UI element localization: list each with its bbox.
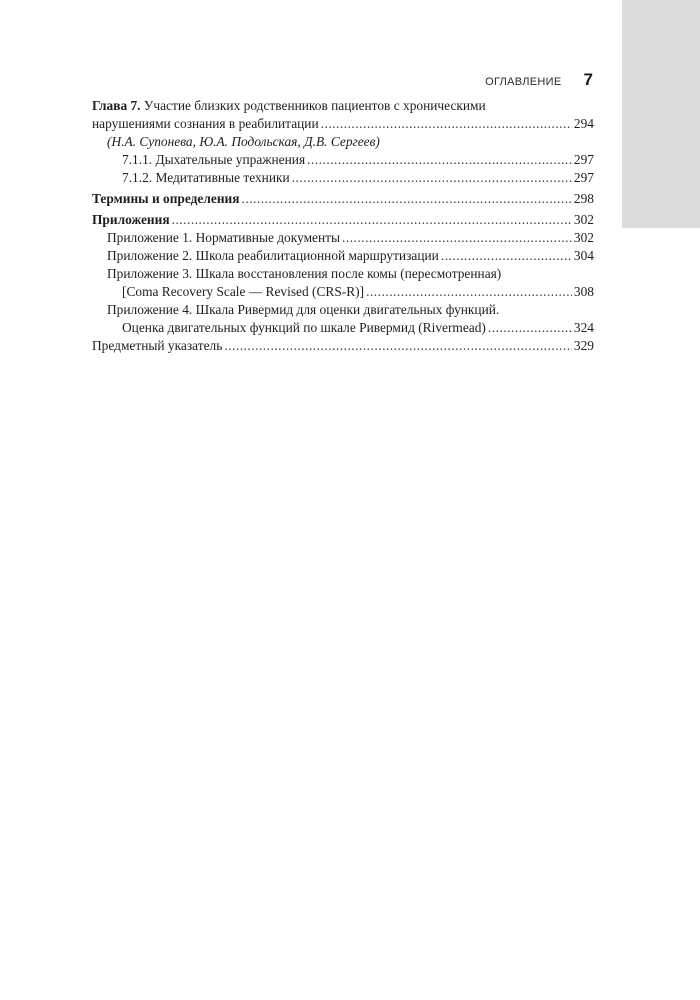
toc-page-number: 324 — [573, 320, 594, 335]
toc-page-number: 329 — [573, 338, 594, 353]
toc-page-number: 298 — [573, 191, 594, 206]
toc-chapter-7-authors: (Н.А. Супонева, Ю.А. Подольская, Д.В. Сергеев) — [107, 134, 380, 149]
dot-leader — [292, 169, 572, 187]
toc-page-number: 302 — [573, 212, 594, 227]
chapter-tab-marker — [622, 0, 700, 228]
toc-chapter-7-title[interactable] — [92, 97, 594, 115]
toc-page-number: 297 — [573, 170, 594, 185]
toc-page-number: 304 — [573, 248, 594, 263]
toc-entry-label: Оценка двигательных функций по шкале Ривермид (Rivermead) — [122, 320, 486, 335]
dot-leader — [321, 115, 572, 133]
toc-page-number: 294 — [573, 116, 594, 131]
dot-leader — [172, 211, 572, 229]
toc-entry-label: Приложение 1. Нормативные документы — [107, 230, 341, 245]
toc-page-number: 302 — [573, 230, 594, 245]
toc-entry-label: Приложения — [92, 212, 170, 227]
dot-leader — [441, 247, 572, 265]
table-of-contents — [92, 97, 594, 355]
toc-chapter-7-line2[interactable] — [92, 115, 594, 133]
dot-leader — [224, 337, 572, 355]
dot-leader — [242, 190, 572, 208]
toc-entry-7-1-2[interactable] — [92, 169, 594, 187]
toc-page-number: 297 — [573, 152, 594, 167]
toc-appendix-2[interactable] — [92, 247, 594, 265]
toc-entry-label: Приложение 2. Школа реабилитационной маршрутизации — [107, 248, 439, 263]
toc-chapter-7-title-line2: нарушениями сознания в реабилитации — [92, 116, 319, 131]
dot-leader — [488, 319, 572, 337]
toc-appendices[interactable] — [92, 211, 594, 229]
toc-entry-label: 7.1.1. Дыхательные упражнения — [122, 152, 306, 167]
dot-leader — [307, 151, 572, 169]
toc-entry-label: 7.1.2. Медитативные техники — [122, 170, 290, 185]
toc-index[interactable] — [92, 337, 594, 355]
toc-chapter-7-label: Глава 7. — [92, 98, 141, 113]
dot-leader — [366, 283, 572, 301]
toc-appendix-4-line1[interactable]: Приложение 4. Шкала Ривермид для оценки двигательных функций. — [107, 302, 500, 317]
toc-appendix-3-line2[interactable] — [92, 283, 594, 301]
dot-leader — [342, 229, 572, 247]
toc-page-number: 308 — [573, 284, 594, 299]
toc-entry-label: [Coma Recovery Scale — Revised (CRS-R)] — [122, 284, 365, 299]
running-title: ОГЛАВЛЕНИЕ — [485, 76, 562, 88]
toc-appendix-1[interactable] — [92, 229, 594, 247]
toc-appendix-3-line1[interactable]: Приложение 3. Шкала восстановления после комы (пересмотренная) — [107, 266, 502, 281]
running-head — [400, 70, 593, 90]
toc-entry-label: Термины и определения — [92, 191, 240, 206]
toc-terms[interactable] — [92, 190, 594, 208]
toc-appendix-4-line2[interactable] — [92, 319, 594, 337]
toc-entry-7-1-1[interactable] — [92, 151, 594, 169]
toc-chapter-7-title-line1: Участие близких родственников пациентов с хроническими — [140, 98, 486, 113]
toc-entry-label: Предметный указатель — [92, 338, 223, 353]
page-number: 7 — [583, 70, 593, 89]
